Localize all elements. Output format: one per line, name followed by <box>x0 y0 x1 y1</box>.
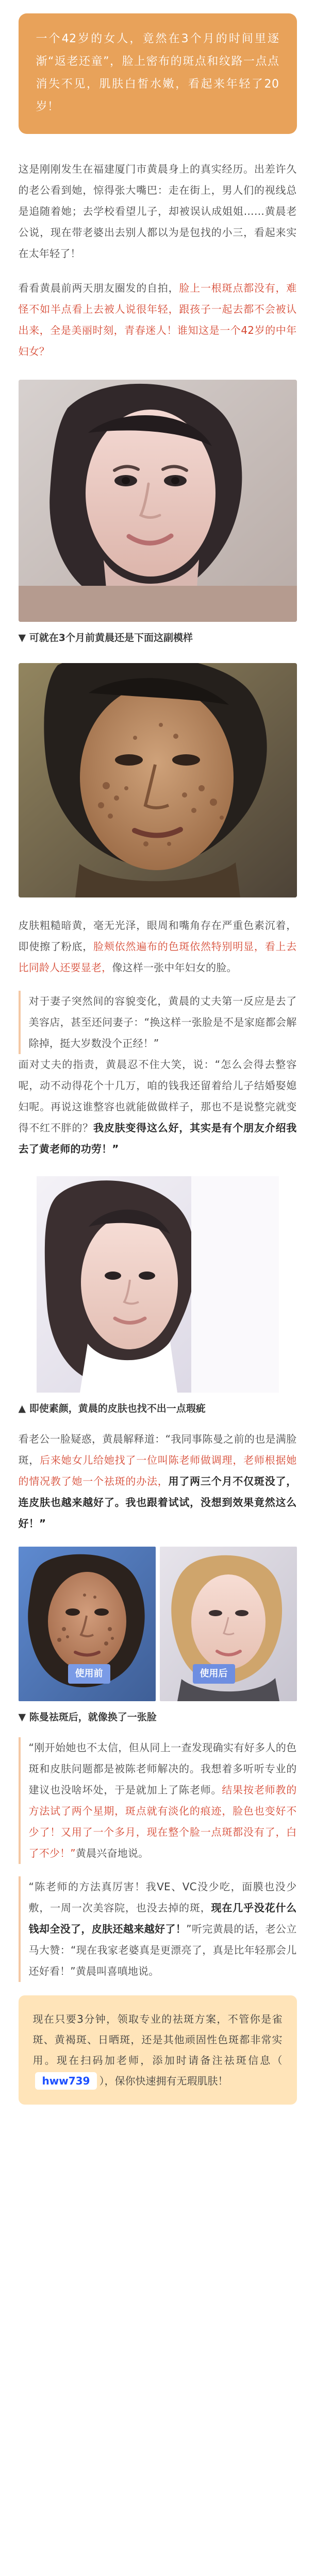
story-paragraph-7-tail: 黄晨兴奋地说。 <box>75 1847 149 1859</box>
story-paragraph-8-box <box>19 1876 297 1982</box>
story-paragraph-4: 对于妻子突然间的容貌变化，黄晨的丈夫第一反应是去了美容店，甚至还问妻子：“换这样一张脸是不是家庭都会解除掉，挺大岁数没个正经！” <box>28 995 297 1049</box>
intro-text: 一个42岁的女人，竟然在3个月的时间里逐渐“返老还童”，脸上密布的斑点和纹路一点点消失不见，肌肤白皙水嫩，看起来年轻了20岁！ <box>36 32 279 113</box>
caption-selfie-photo <box>19 1401 297 1416</box>
woman-smooth-skin-photo <box>19 380 297 622</box>
story-paragraph-3-highlight: 脸颊依然遍布的色斑依然特别明显，看上去比同龄人还要显老， <box>18 940 297 974</box>
story-paragraph-8-start: “陈老师的方法真厉害！我VE、VC没少吃，面膜也没少敷，一周一次美容院，也没去掉的斑， <box>28 1880 297 1914</box>
spotted-skin-photo-art <box>19 663 297 897</box>
before-photo <box>19 1547 156 1701</box>
story-paragraph-6-start: 看老公一脸疑惑，黄晨解释道：“我同事陈曼之前的也是满脸斑， <box>18 1433 297 1466</box>
smooth-skin-photo-art <box>19 380 297 622</box>
service-card <box>19 1995 297 2105</box>
story-paragraph-7-start: “刚开始她也不太信，但从同上一查发现确实有好多人的色斑和皮肤问题都是被陈老师解决的。我想着多听听专业的建议也没啥坏处，于是就加上了陈老师。 <box>28 1741 297 1796</box>
story-paragraph-5-start: 面对丈夫的指责，黄晨忍不住大笑，说：“怎么会得去整容呢，动不动得花个十几万，咱的钱我还留着给儿子结婚娶媳妇呢。再说这谁整容也就能做做样子，那也不是说整完就变得不红不胖的？ <box>18 1058 297 1134</box>
before-badge: 使用前 <box>68 1664 110 1684</box>
caption-comparison-text: ▼ 陈曼祛斑后，就像换了一张脸 <box>18 1711 157 1723</box>
caption-selfie-text: ▲ 即使素颜，黄晨的皮肤也找不出一点瑕疵 <box>18 1403 206 1414</box>
story-paragraph-2 <box>19 278 297 362</box>
woman-spotted-skin-photo <box>19 663 297 897</box>
woman-selfie-photo <box>37 1176 279 1393</box>
story-paragraph-1: 这是刚刚发生在福建厦门市黄晨身上的真实经历。出差许久的老公看到她，惊得张大嘴巴：走在街上，男人们的视线总是追随着她；去学校看望儿子，却被误认成姐姐……黄晨老公说，现在带老婆出去别人都以为是包找的小三，看起来实在太年轻了！ <box>18 163 297 260</box>
story-paragraph-6-highlight: 后来她女儿给她找了一位叫陈老师做调理，老师根据她的情况教了她一个祛斑的办法， <box>18 1454 297 1487</box>
story-paragraph-4-box <box>19 991 297 1054</box>
article-content <box>19 0 297 2105</box>
intro-card <box>19 13 297 134</box>
story-paragraph-6-bold: 用了两三个月不仅斑没了，连皮肤也越来越好了。我也跟着试试，没想到效果竟然这么好！” <box>18 1475 297 1530</box>
story-paragraph-3-tail: 像这样一张中年妇女的脸。 <box>112 961 237 974</box>
service-card-start: 现在只要3分钟，领取专业的祛斑方案，不管你是雀斑、黄褐斑、日晒斑，还是其他顽固性色斑都非常实用。现在扫码加老师，添加时请备注祛斑信息（ <box>32 2013 283 2066</box>
story-paragraph-6 <box>19 1429 297 1534</box>
selfie-photo-art <box>37 1176 279 1393</box>
story-paragraph-5-bold: 我皮肤变得这么好，其实是有个朋友介绍我去了黄老师的功劳！” <box>18 1122 297 1155</box>
caption-before-photo <box>19 630 297 646</box>
service-card-end: ），保你快速拥有无瑕肌肤！ <box>99 2075 228 2087</box>
story-paragraph-3 <box>19 915 297 978</box>
story-paragraph-5 <box>19 1054 297 1160</box>
story-paragraph-3-start: 皮肤粗糙暗黄，毫无光泽，眼周和嘴角存在严重色素沉着，即使擦了粉底， <box>18 919 297 953</box>
story-paragraph-2-start: 看看黄晨前两天朋友圈发的自拍， <box>18 282 179 294</box>
story-paragraph-8-bold: 现在几乎没花什么钱却全没了，皮肤还越来越好了！ <box>28 1902 297 1935</box>
wechat-id[interactable]: hww739 <box>35 2072 97 2090</box>
caption-before-text: ▼ 可就在3个月前黄晨还是下面这副模样 <box>18 632 193 643</box>
story-paragraph-8-tail: ”听完黄晨的话，老公立马大赞：“现在我家老婆真是更漂亮了，真是比年轻那会儿还好看！”黄晨叫喜嗔地说。 <box>28 1923 297 1977</box>
story-paragraph-7-box <box>19 1737 297 1864</box>
after-photo <box>160 1547 297 1701</box>
caption-comparison <box>19 1709 297 1725</box>
before-after-comparison <box>19 1547 297 1701</box>
story-paragraph-8 <box>29 1876 297 1982</box>
story-paragraph-7 <box>29 1737 297 1864</box>
after-badge: 使用后 <box>193 1664 235 1684</box>
story-paragraph-7-highlight: 结果按老师教的方法试了两个星期，斑点就有淡化的痕迹，脸色也变好不少了！又用了一个多月，现在整个脸一点斑都没有了，白了不少！” <box>28 1784 297 1859</box>
story-paragraph-2-highlight: 脸上一根斑点都没有，难怪不如半点看上去被人说很年轻，跟孩子一起去都不会被认出来，全是美丽时刻，青春迷人！谁知这是一个42岁的中年妇女？ <box>18 282 297 358</box>
